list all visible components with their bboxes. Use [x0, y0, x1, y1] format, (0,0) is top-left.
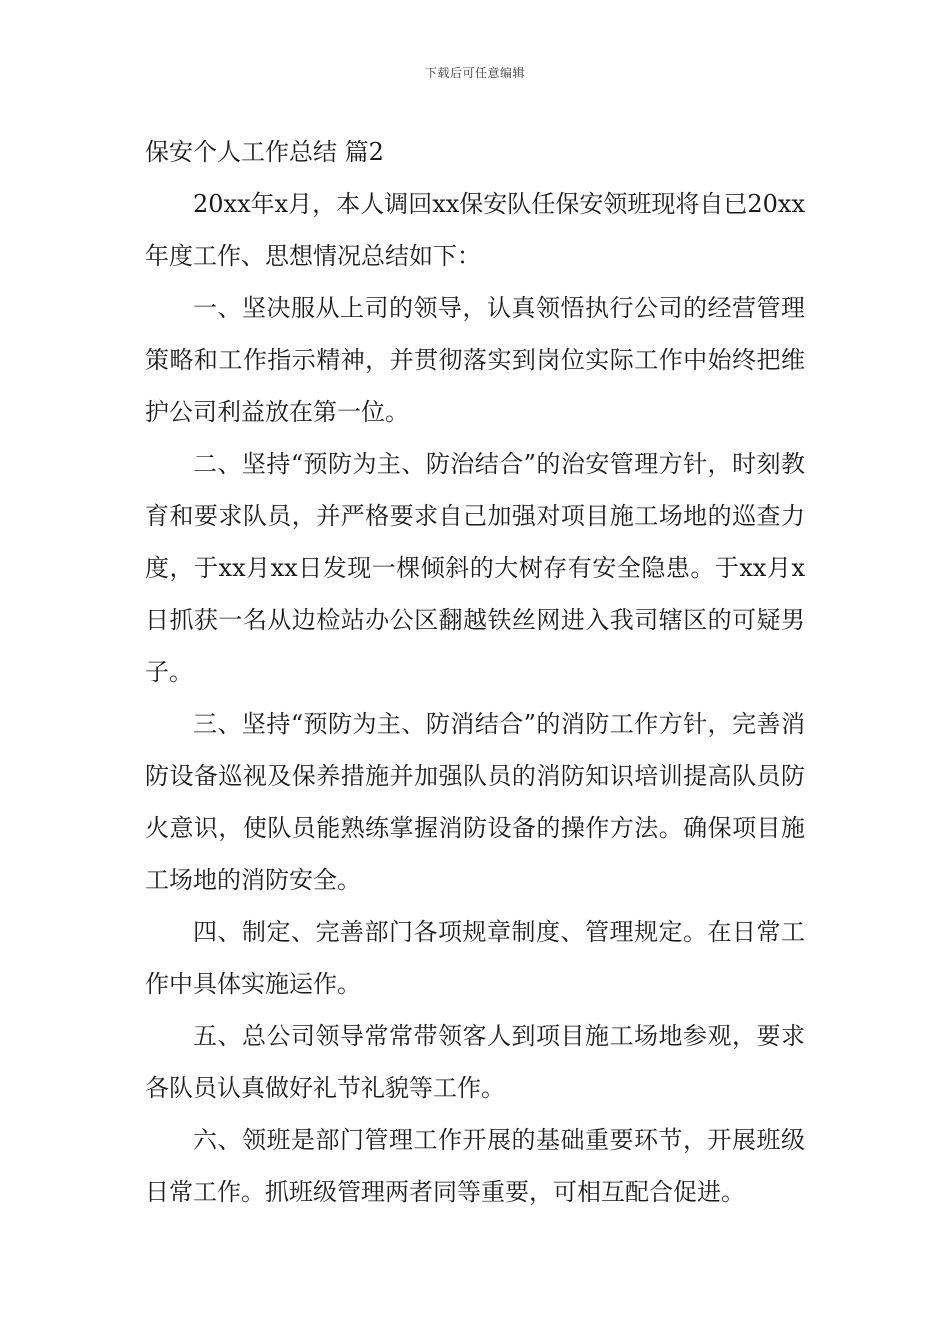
- header-note: 下载后可任意编辑: [424, 66, 525, 80]
- paragraph-6: 六、领班是部门管理工作开展的基础重要环节，开展班级日常工作。抓班级管理两者同等重要，可相互配合促进。: [145, 1126, 805, 1206]
- paragraph-intro: 20xx年x月，本人调回xx保安队任保安领班现将自已20xx年度工作、思想情况总结如下：: [145, 190, 805, 270]
- document-title: 保安个人工作总结 篇2: [145, 138, 384, 166]
- paragraph-2: 二、坚持“预防为主、防治结合”的治安管理方针，时刻教育和要求队员，并严格要求自己加强对项目施工场地的巡查力度，于xx月xx日发现一棵倾斜的大树存有安全隐患。于xx月x日抓获一名从边检站办公区翻越铁丝网进入我司辖区的可疑男子。: [145, 450, 805, 686]
- document-body: [145, 126, 805, 1218]
- paragraph-5: 五、总公司领导常常带领客人到项目施工场地参观，要求各队员认真做好礼节礼貌等工作。: [145, 1022, 805, 1102]
- paragraph-3: 三、坚持“预防为主、防消结合”的消防工作方针，完善消防设备巡视及保养措施并加强队员的消防知识培训提高队员防火意识，使队员能熟练掌握消防设备的操作方法。确保项目施工场地的消防安全。: [145, 710, 805, 894]
- paragraph-4: 四、制定、完善部门各项规章制度、管理规定。在日常工作中具体实施运作。: [145, 918, 805, 998]
- paragraph-1: 一、坚决服从上司的领导，认真领悟执行公司的经营管理策略和工作指示精神，并贯彻落实到岗位实际工作中始终把维护公司利益放在第一位。: [145, 294, 805, 426]
